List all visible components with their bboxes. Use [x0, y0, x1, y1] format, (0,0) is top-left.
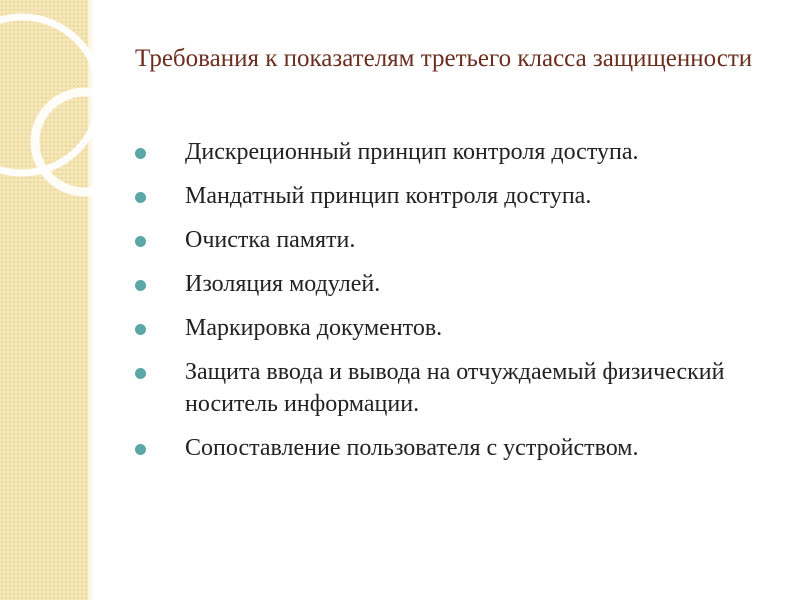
list-item-text: Мандатный принцип контроля доступа. — [185, 183, 592, 209]
list-item-text: Сопоставление пользователя с устройством. — [185, 435, 639, 461]
list-item-text: Защита ввода и вывода на отчуждаемый физический носитель информации. — [185, 359, 725, 417]
bullet-marker-icon — [135, 444, 146, 455]
decorative-circles-graphic — [0, 0, 140, 260]
list-item-text: Очистка памяти. — [185, 227, 356, 253]
bullet-marker-icon — [135, 148, 146, 159]
bullet-marker-icon — [135, 280, 146, 291]
bullet-marker-icon — [135, 324, 146, 335]
list-item-text: Дискреционный принцип контроля доступа. — [185, 139, 639, 165]
list-item — [135, 268, 785, 300]
list-item — [135, 312, 785, 344]
list-item — [135, 432, 785, 464]
list-item — [135, 180, 785, 212]
list-item — [135, 224, 785, 256]
bullet-marker-icon — [135, 368, 146, 379]
slide-title: Требования к показателям третьего класса защищенности — [135, 45, 753, 72]
list-item — [135, 136, 785, 168]
list-item — [135, 356, 785, 420]
list-item-text: Изоляция модулей. — [185, 271, 381, 297]
list-item-text: Маркировка документов. — [185, 315, 443, 341]
bullet-marker-icon — [135, 236, 146, 247]
bullet-marker-icon — [135, 192, 146, 203]
bullet-list — [135, 136, 785, 476]
